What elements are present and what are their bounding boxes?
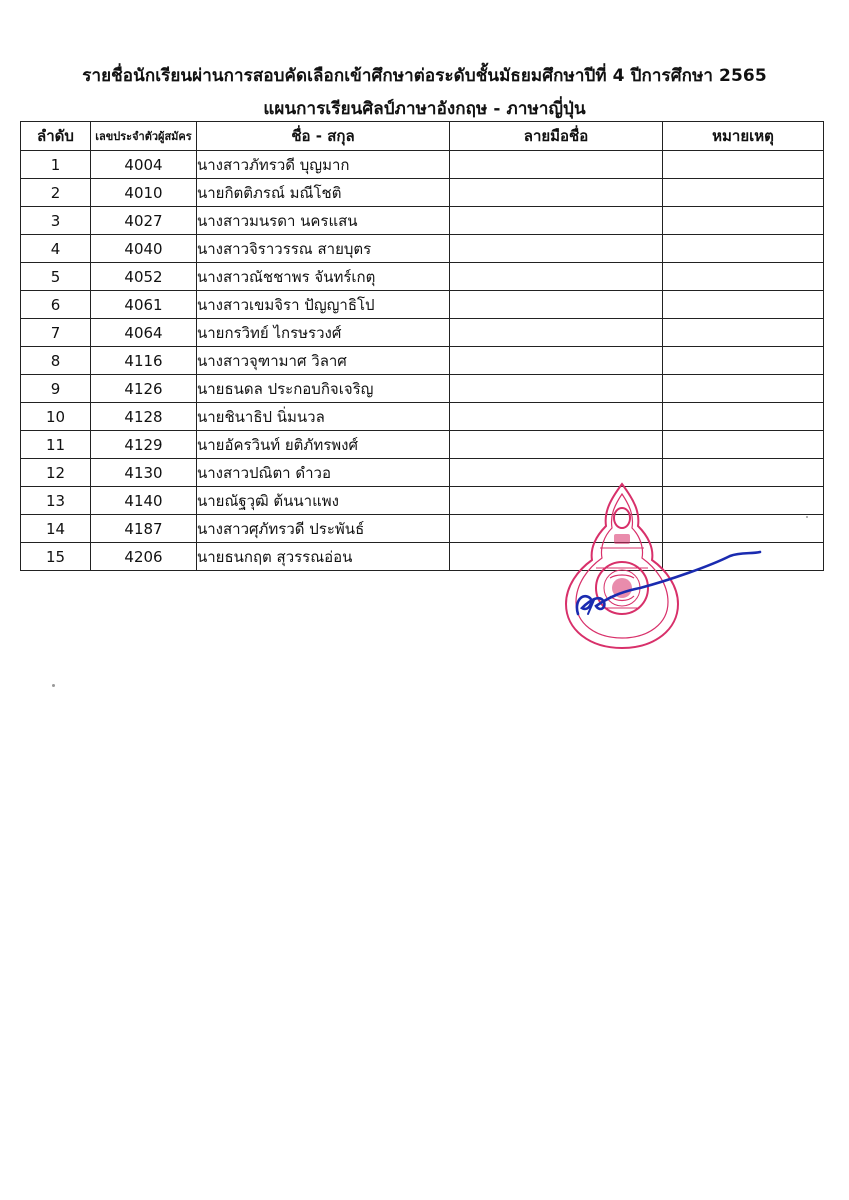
cell-signature — [450, 375, 663, 403]
cell-remark — [663, 235, 824, 263]
cell-no: 12 — [21, 459, 91, 487]
cell-name: นางสาวปณิตา ดำวอ — [197, 459, 450, 487]
student-roster-table — [20, 121, 824, 571]
cell-applicant-id: 4126 — [91, 375, 197, 403]
table-row — [21, 235, 824, 263]
table-row — [21, 375, 824, 403]
table-row — [21, 263, 824, 291]
table-row — [21, 487, 824, 515]
paper-speck — [806, 516, 808, 518]
cell-applicant-id: 4052 — [91, 263, 197, 291]
cell-name: นางสาวมนรดา นครแสน — [197, 207, 450, 235]
table-row — [21, 459, 824, 487]
cell-name: นายอัครวินท์ ยติภัทรพงศ์ — [197, 431, 450, 459]
document-subtitle: แผนการเรียนศิลป์ภาษาอังกฤษ - ภาษาญี่ปุ่น — [263, 99, 586, 119]
cell-name: นางสาวศุภัทรวดี ประพันธ์ — [197, 515, 450, 543]
header-signature: ลายมือชื่อ — [450, 122, 663, 151]
cell-signature — [450, 319, 663, 347]
cell-remark — [663, 263, 824, 291]
cell-applicant-id: 4061 — [91, 291, 197, 319]
cell-name: นางสาวจิราวรรณ สายบุตร — [197, 235, 450, 263]
cell-applicant-id: 4187 — [91, 515, 197, 543]
cell-remark — [663, 459, 824, 487]
paper-speck — [52, 684, 55, 687]
cell-remark — [663, 179, 824, 207]
cell-signature — [450, 179, 663, 207]
cell-signature — [450, 235, 663, 263]
cell-signature — [450, 151, 663, 179]
cell-signature — [450, 403, 663, 431]
table-row — [21, 431, 824, 459]
cell-name: นางสาวจุฑามาศ วิลาศ — [197, 347, 450, 375]
cell-no: 15 — [21, 543, 91, 571]
cell-applicant-id: 4116 — [91, 347, 197, 375]
cell-remark — [663, 515, 824, 543]
cell-remark — [663, 207, 824, 235]
cell-no: 14 — [21, 515, 91, 543]
cell-name: นายกิตติภรณ์ มณีโชติ — [197, 179, 450, 207]
cell-signature — [450, 347, 663, 375]
cell-name: นายกรวิทย์ ไกรษรวงศ์ — [197, 319, 450, 347]
cell-remark — [663, 291, 824, 319]
cell-no: 2 — [21, 179, 91, 207]
table-row — [21, 207, 824, 235]
table-header-row — [21, 122, 824, 151]
cell-remark — [663, 431, 824, 459]
cell-remark — [663, 375, 824, 403]
table-row — [21, 151, 824, 179]
signature-icon — [560, 540, 770, 620]
cell-applicant-id: 4004 — [91, 151, 197, 179]
cell-remark — [663, 403, 824, 431]
cell-name: นางสาวเขมจิรา ปัญญาธิโป — [197, 291, 450, 319]
cell-signature — [450, 291, 663, 319]
cell-no: 10 — [21, 403, 91, 431]
cell-applicant-id: 4128 — [91, 403, 197, 431]
cell-applicant-id: 4064 — [91, 319, 197, 347]
table-row — [21, 347, 824, 375]
cell-signature — [450, 431, 663, 459]
header-applicant-id: เลขประจำตัวผู้สมัคร — [91, 122, 197, 151]
cell-no: 11 — [21, 431, 91, 459]
cell-no: 7 — [21, 319, 91, 347]
cell-applicant-id: 4206 — [91, 543, 197, 571]
cell-no: 9 — [21, 375, 91, 403]
header-remark: หมายเหตุ — [663, 122, 824, 151]
cell-remark — [663, 319, 824, 347]
cell-no: 5 — [21, 263, 91, 291]
cell-no: 4 — [21, 235, 91, 263]
cell-remark — [663, 151, 824, 179]
cell-name: นางสาวณัชชาพร จันทร์เกตุ — [197, 263, 450, 291]
cell-applicant-id: 4027 — [91, 207, 197, 235]
cell-applicant-id: 4130 — [91, 459, 197, 487]
cell-applicant-id: 4129 — [91, 431, 197, 459]
header-no: ลำดับ — [21, 122, 91, 151]
cell-applicant-id: 4010 — [91, 179, 197, 207]
header-name: ชื่อ - สกุล — [197, 122, 450, 151]
table-row — [21, 403, 824, 431]
table-row — [21, 179, 824, 207]
cell-no: 3 — [21, 207, 91, 235]
table-row — [21, 515, 824, 543]
table-row — [21, 291, 824, 319]
cell-name: นายธนดล ประกอบกิจเจริญ — [197, 375, 450, 403]
cell-signature — [450, 207, 663, 235]
cell-no: 6 — [21, 291, 91, 319]
cell-remark — [663, 487, 824, 515]
cell-remark — [663, 347, 824, 375]
cell-applicant-id: 4140 — [91, 487, 197, 515]
document-title: รายชื่อนักเรียนผ่านการสอบคัดเลือกเข้าศึกษาต่อระดับชั้นมัธยมศึกษาปีที่ 4 ปีการศึกษา 2565 — [82, 66, 767, 86]
cell-no: 13 — [21, 487, 91, 515]
cell-signature — [450, 263, 663, 291]
cell-name: นายณัฐวุฒิ ต้นนาแพง — [197, 487, 450, 515]
cell-no: 1 — [21, 151, 91, 179]
cell-name: นายชินาธิป นิ่มนวล — [197, 403, 450, 431]
cell-name: นางสาวภัทรวดี บุญมาก — [197, 151, 450, 179]
cell-no: 8 — [21, 347, 91, 375]
cell-applicant-id: 4040 — [91, 235, 197, 263]
table-row — [21, 319, 824, 347]
cell-name: นายธนกฤต สุวรรณอ่อน — [197, 543, 450, 571]
